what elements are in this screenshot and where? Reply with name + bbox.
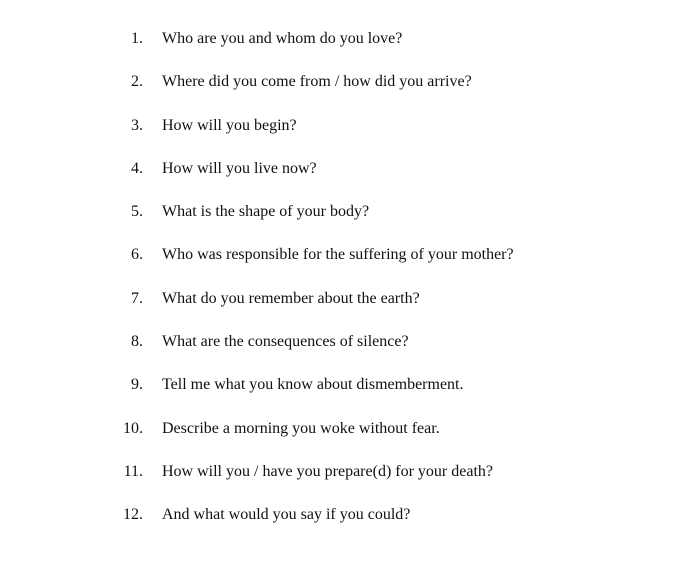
list-item xyxy=(0,29,680,72)
item-number: 11. xyxy=(123,462,143,480)
list-item xyxy=(0,462,680,505)
item-text: Describe a morning you woke without fear. xyxy=(162,419,440,437)
item-text: What is the shape of your body? xyxy=(162,203,370,221)
list-item xyxy=(0,505,680,548)
list-item xyxy=(0,332,680,375)
item-text: How will you / have you prepare(d) for your death? xyxy=(162,462,493,480)
list-item xyxy=(0,72,680,115)
item-text: Where did you come from / how did you arrive? xyxy=(162,73,472,91)
list-item xyxy=(0,419,680,462)
item-number: 6. xyxy=(131,246,143,264)
item-text: Who was responsible for the suffering of your mother? xyxy=(162,246,514,264)
question-list xyxy=(0,29,680,549)
item-number: 3. xyxy=(131,116,143,134)
item-number: 8. xyxy=(131,333,143,351)
item-number: 7. xyxy=(131,289,143,307)
item-number: 10. xyxy=(123,419,143,437)
item-text: And what would you say if you could? xyxy=(162,506,411,524)
list-item xyxy=(0,159,680,202)
item-number: 12. xyxy=(123,506,143,524)
list-item xyxy=(0,116,680,159)
item-text: Tell me what you know about dismemberment. xyxy=(162,376,464,394)
list-item xyxy=(0,289,680,332)
item-number: 5. xyxy=(131,203,143,221)
item-number: 9. xyxy=(131,376,143,394)
item-number: 4. xyxy=(131,159,143,177)
item-text: What do you remember about the earth? xyxy=(162,289,420,307)
list-item xyxy=(0,202,680,245)
item-text: Who are you and whom do you love? xyxy=(162,30,403,47)
item-number: 1. xyxy=(131,30,143,47)
item-number: 2. xyxy=(131,73,143,91)
list-item xyxy=(0,245,680,288)
item-text: How will you begin? xyxy=(162,116,297,134)
item-text: How will you live now? xyxy=(162,159,317,177)
list-item xyxy=(0,375,680,418)
item-text: What are the consequences of silence? xyxy=(162,333,409,351)
